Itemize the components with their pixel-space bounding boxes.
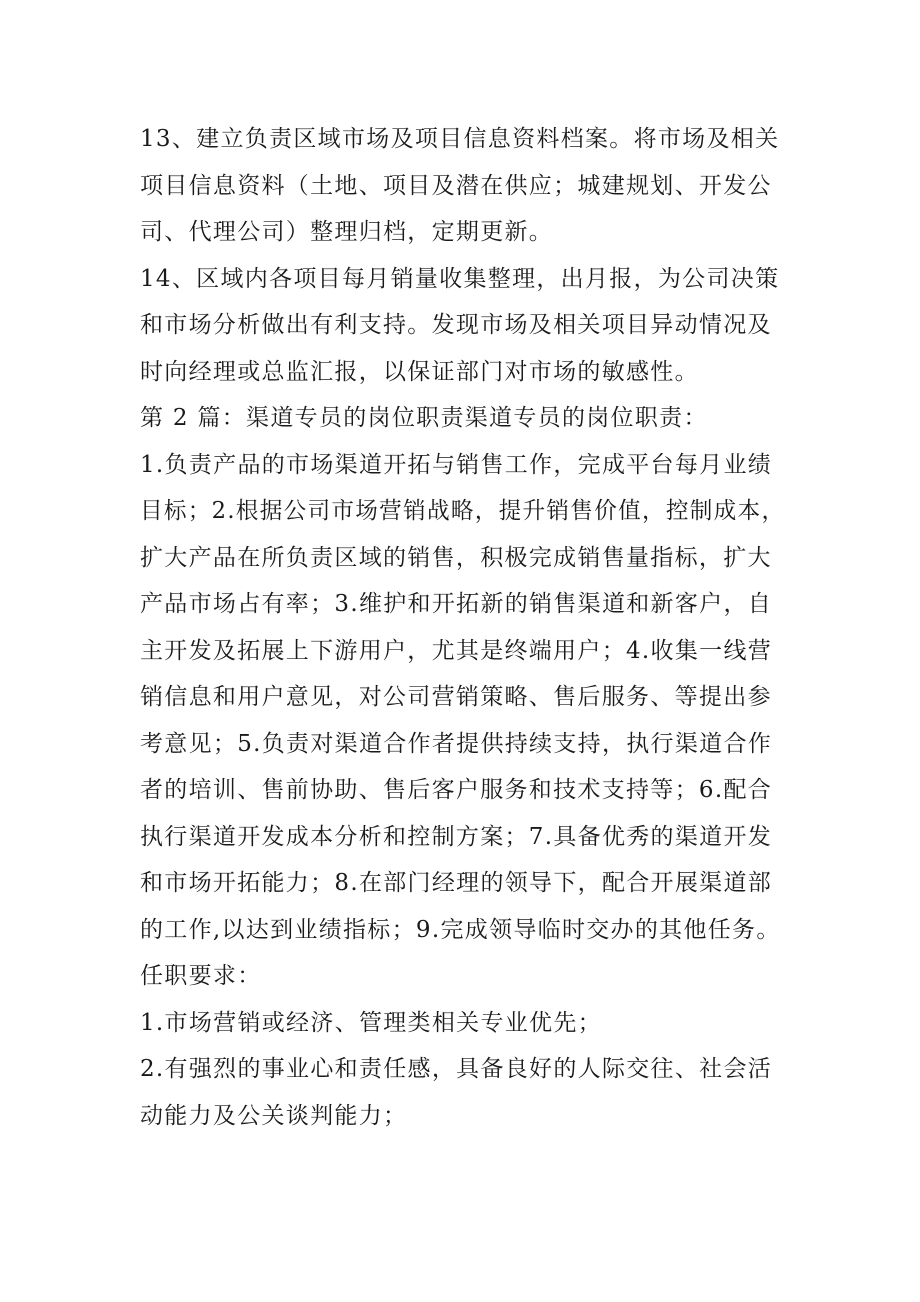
text-line: 产品市场占有率；3.维护和开拓新的销售渠道和新客户，自	[140, 591, 773, 617]
subheading-requirements: 任职要求：	[140, 963, 262, 989]
text-line: 1.负责产品的市场渠道开拓与销售工作，完成平台每月业绩	[140, 451, 773, 478]
text-line: 和市场分析做出有利支持。发现市场及相关项目异动情况及	[140, 312, 772, 338]
text-line: 主开发及拓展上下游用户，尤其是终端用户；4.收集一线营	[140, 637, 773, 664]
text-line: 者的培训、售前协助、售后客户服务和技术支持等；6.配合	[140, 777, 773, 803]
text-line: 动能力及公关谈判能力；	[140, 1102, 408, 1129]
text-line: 项目信息资料（土地、项目及潜在供应；城建规划、开发公	[140, 172, 772, 199]
section-heading: 第 2 篇：渠道专员的岗位职责渠道专员的岗位职责：	[140, 405, 708, 431]
text-line: 司、代理公司）整理归档，定期更新。	[140, 219, 554, 245]
text-line: 1.市场营销或经济、管理类相关专业优先；	[140, 1009, 602, 1036]
text-line: 考意见；5.负责对渠道合作者提供持续支持，执行渠道合作	[140, 730, 773, 757]
text-line: 时向经理或总监汇报，以保证部门对市场的敏感性。	[140, 358, 699, 385]
text-line: 2.有强烈的事业心和责任感，具备良好的人际交往、社会活	[140, 1056, 773, 1082]
text-line: 14、区域内各项目每月销量收集整理，出月报，为公司决策	[140, 265, 780, 292]
text-line: 执行渠道开发成本分析和控制方案；7.具备优秀的渠道开发	[140, 823, 773, 850]
text-line: 的工作,以达到业绩指标；9.完成领导临时交办的其他任务。	[140, 916, 781, 943]
text-line: 销信息和用户意见，对公司营销策略、售后服务、等提出参	[140, 684, 772, 710]
text-line: 和市场开拓能力；8.在部门经理的领导下，配合开展渠道部	[140, 870, 773, 896]
text-line: 13、建立负责区域市场及项目信息资料档案。将市场及相关	[140, 126, 780, 152]
document-body	[140, 116, 785, 1139]
text-line: 扩大产品在所负责区域的销售，积极完成销售量指标，扩大	[140, 544, 772, 571]
text-line: 目标；2.根据公司市场营销战略，提升销售价值，控制成本，	[140, 498, 786, 524]
